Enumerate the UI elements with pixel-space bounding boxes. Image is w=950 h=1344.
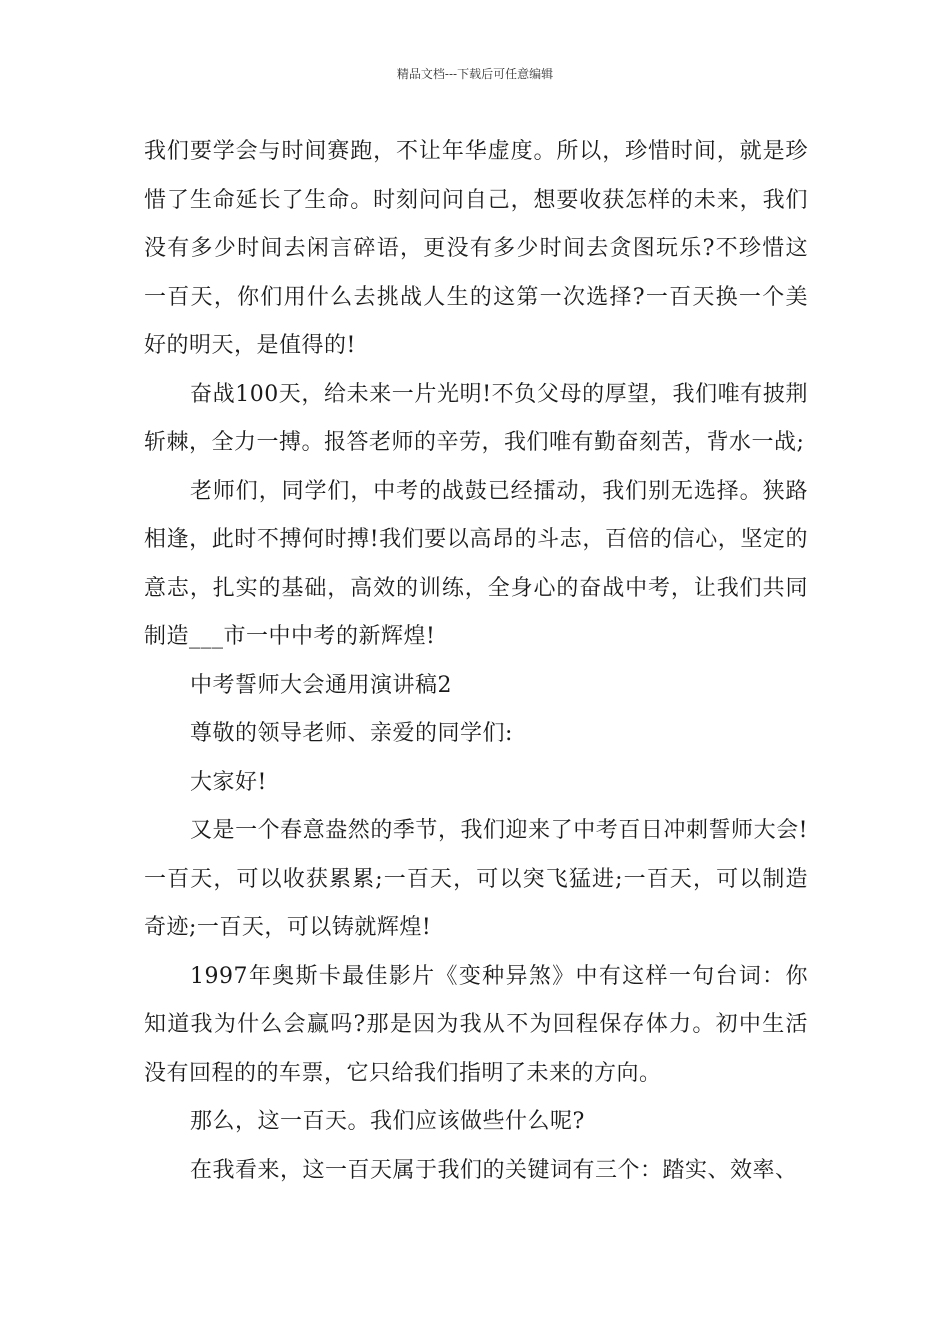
- page-header: 精品文档---下载后可任意编辑: [396, 67, 554, 81]
- paragraph-keywords: 在我看来，这一百天属于我们的关键词有三个：踏实、效率、: [190, 1157, 798, 1183]
- paragraph-battle-100-days: 奋战100天，给未来一片光明!不负父母的厚望，我们唯有披荆斩棘，全力一搏。报答老师的辛劳，我们唯有勤奋刻苦，背水一战;: [144, 381, 808, 455]
- paragraph-oscar-quote: 1997年奥斯卡最佳影片《变种异煞》中有这样一句台词：你知道我为什么会赢吗?那是因为我从不为回程保存体力。初中生活没有回程的的车票，它只给我们指明了未来的方向。: [144, 963, 808, 1086]
- paragraph-continuation: 我们要学会与时间赛跑，不让年华虚度。所以，珍惜时间，就是珍惜了生命延长了生命。时刻问问自己，想要收获怎样的未来，我们没有多少时间去闲言碎语，更没有多少时间去贪图玩乐?不珍惜这一百天，你们用什么去挑战人生的这第一次选择?一百天换一个美好的明天，是值得的!: [144, 139, 808, 358]
- document-body: [144, 128, 808, 1195]
- greeting: 大家好!: [190, 769, 267, 795]
- paragraph-question: 那么，这一百天。我们应该做些什么呢?: [190, 1109, 585, 1134]
- paragraph-teachers-students: 老师们，同学们，中考的战鼓已经擂动，我们别无选择。狭路相逢，此时不搏何时搏!我们要以高昂的斗志，百倍的信心，坚定的意志，扎实的基础，高效的训练，全身心的奋战中考，让我们共同制造___市一中中考的新辉煌!: [144, 478, 808, 649]
- salutation: 尊敬的领导老师、亲爱的同学们:: [190, 721, 513, 746]
- section-title: 中考誓师大会通用演讲稿2: [190, 672, 452, 698]
- paragraph-spring-season: 又是一个春意盎然的季节，我们迎来了中考百日冲刺誓师大会!一百天，可以收获累累;一百天，可以突飞猛进;一百天，可以制造奇迹;一百天，可以铸就辉煌!: [144, 818, 808, 940]
